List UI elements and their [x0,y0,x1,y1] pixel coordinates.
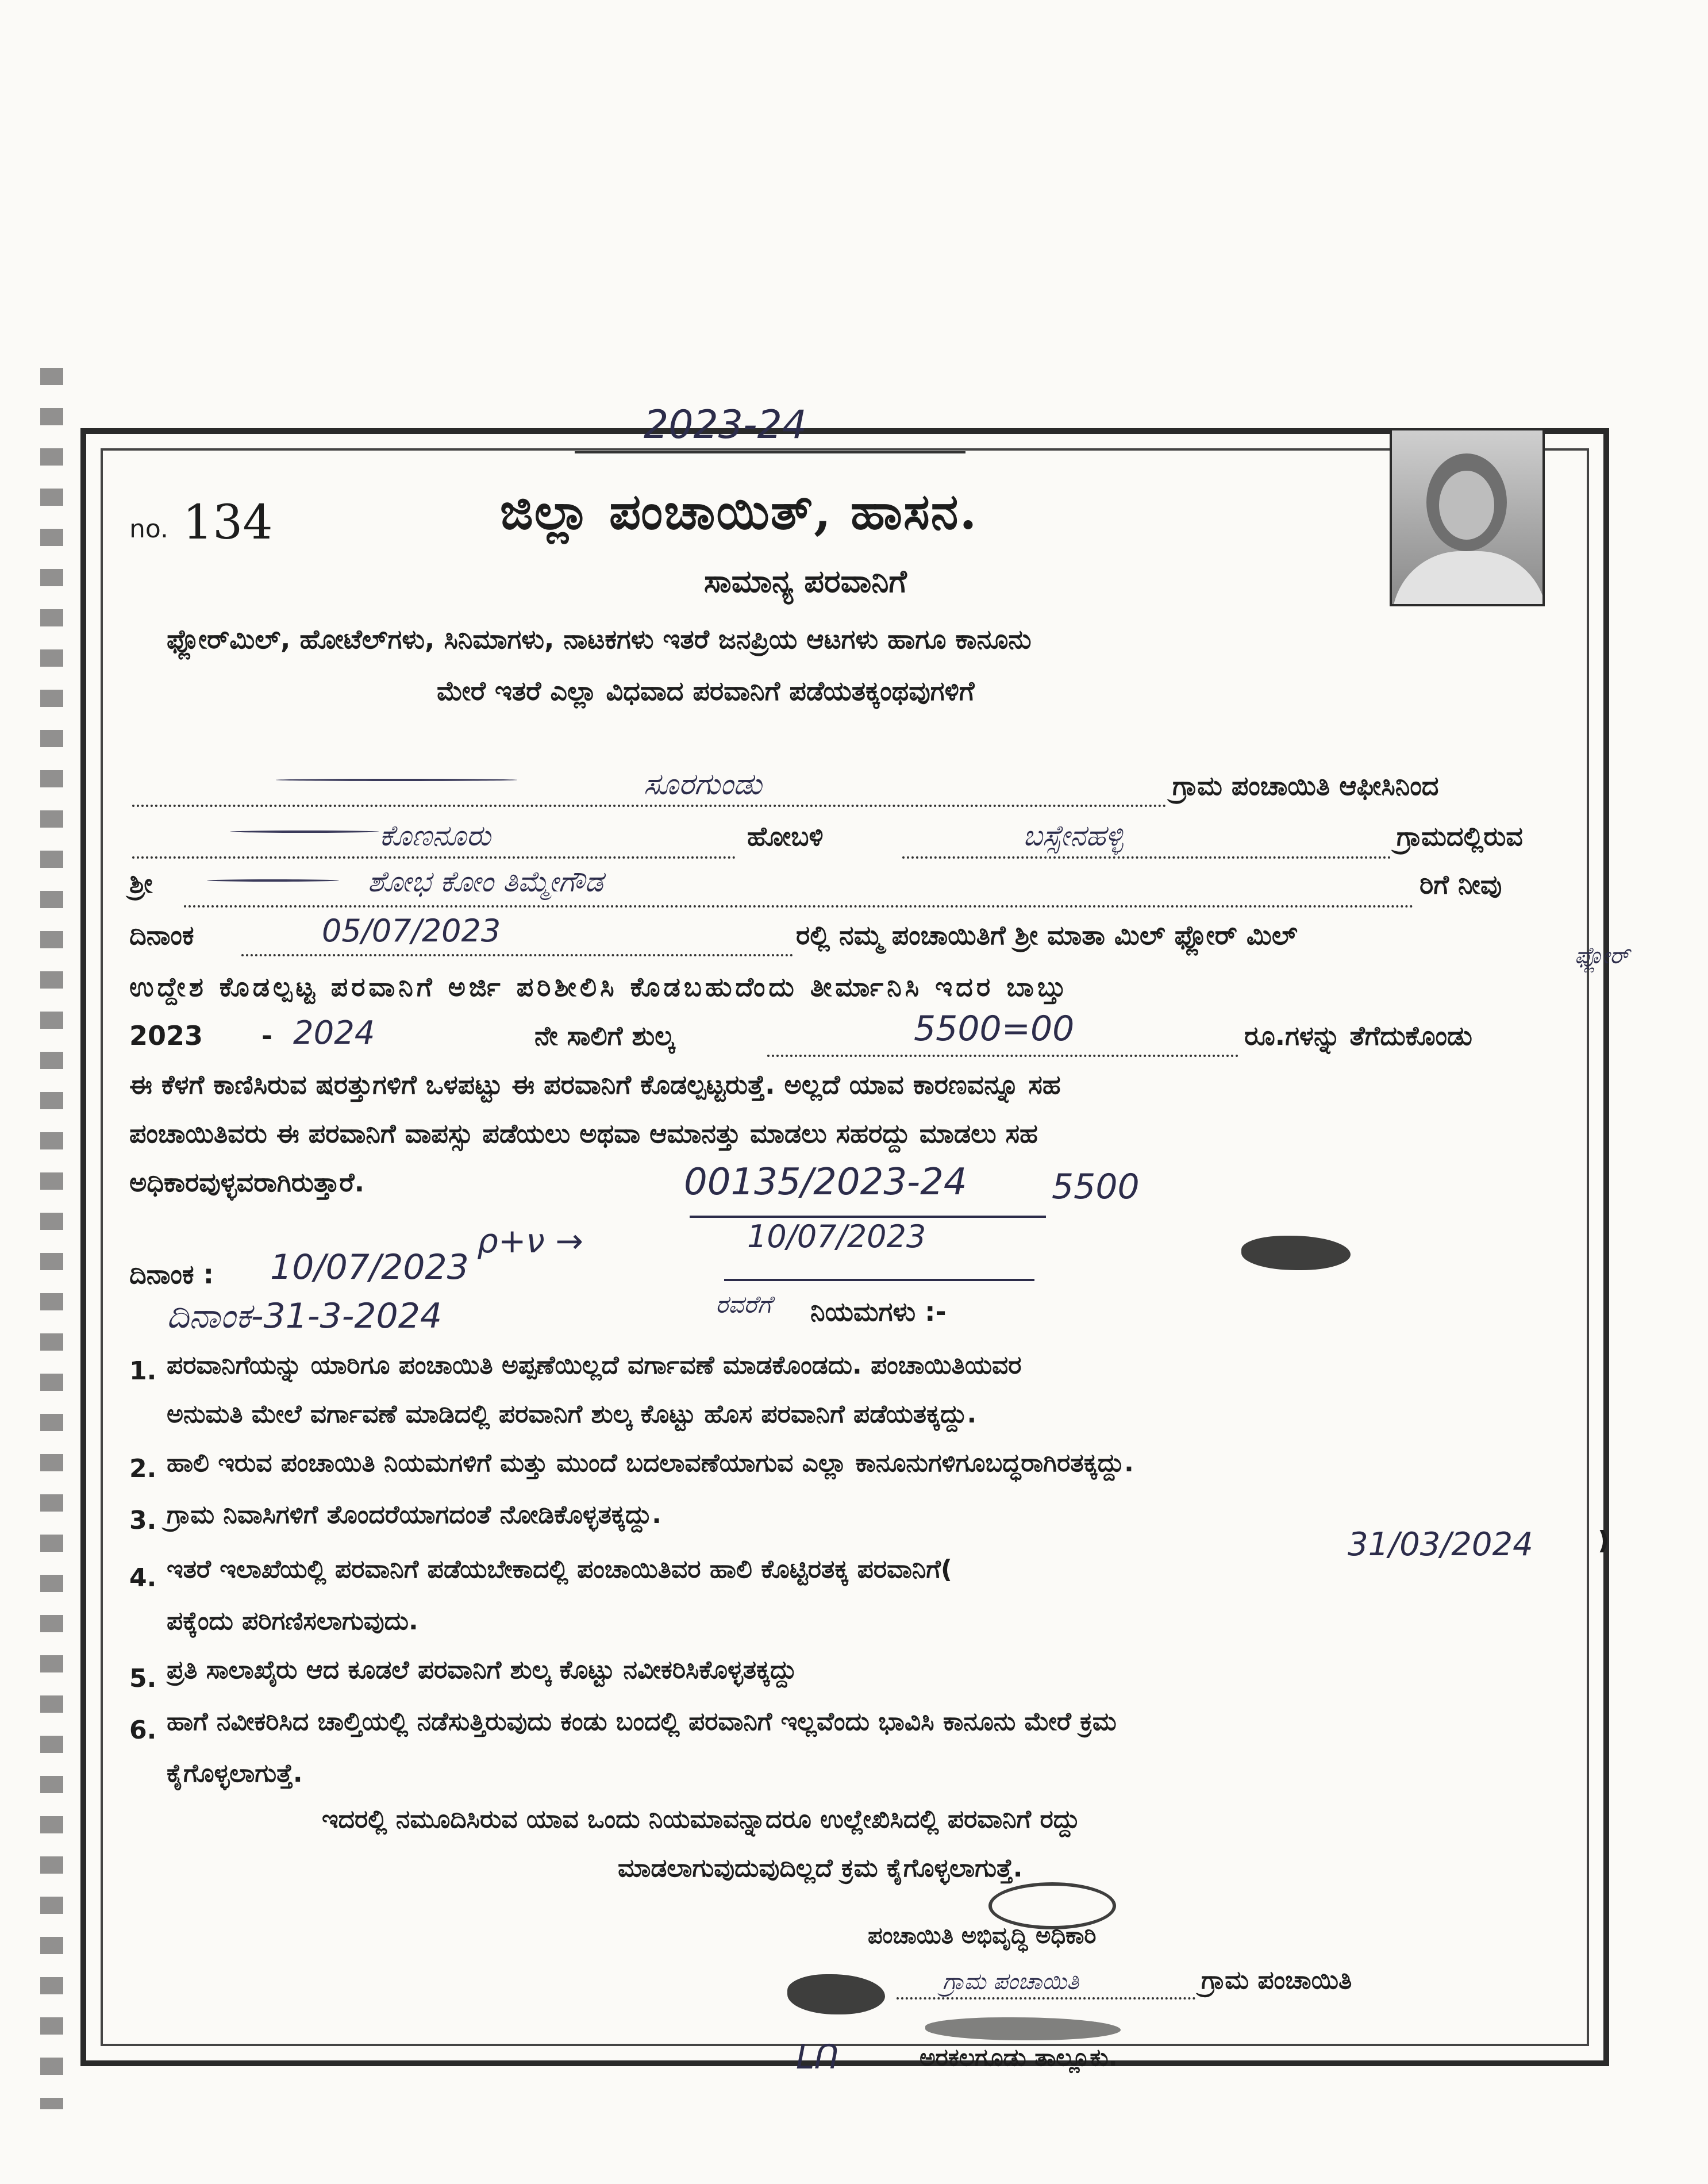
rule-3-number: 3. [129,1506,157,1535]
issue-date-label: ದಿನಾಂಕ : [129,1259,214,1290]
document-description-1: ಫ್ಲೋರ್‌ಮಿಲ್, ಹೋಟೆಲ್‌ಗಳು, ಸಿನಿಮಾಗಳು, ನಾಟಕಗಳು ಇತರೆ ಜನಪ್ರಿಯ ಆಟಗಳು ಹಾಗೂ ಕಾನೂನು [167,624,1032,655]
rule-4-text: ಇತರೆ ಇಲಾಖೆಯಲ್ಲಿ ಪರವಾನಿಗೆ ಪಡೆಯಬೇಕಾದಲ್ಲಿ ಪಂಚಾಯಿತಿವರ ಹಾಲಿ ಕೊಟ್ಟಿರತಕ್ಕ ಪರವಾನಿಗೆ( [167,1555,953,1584]
shri-label: ಶ್ರೀ [129,868,153,899]
rule-2-number: 2. [129,1454,157,1483]
rule-3-text: ಗ್ರಾಮ ನಿವಾಸಿಗಳಿಗೆ ತೊಂದರೆಯಾಗದಂತೆ ನೋಡಿಕೊಳ್ಳತಕ್ಕದ್ದು. [167,1500,662,1529]
year-note-underline [575,451,965,453]
rule-2-text: ಹಾಲಿ ಇರುವ ಪಂಚಾಯಿತಿ ನಿಯಮಗಳಿಗೆ ಮತ್ತು ಮುಂದೆ ಬದಲಾವಣೆಯಾಗುವ ಎಲ್ಲಾ ಕಾನೂನುಗಳಿಗೂಬದ್ಧರಾಗಿರತಕ್ಕದ್ದು. [167,1448,1134,1478]
rule-4-text-cont: ಪಕ್ಕೆಂದು ಪರಿಗಣಿಸಲಾಗುವುದು. [167,1606,418,1636]
panchayat-suffix: ಗ್ರಾಮ ಪಂಚಾಯಿತಿ ಆಫೀಸಿನಿಂದ [1172,770,1439,801]
document-title: ಜಿಲ್ಲಾ ಪಂಚಾಯಿತ್, ಹಾಸನ. [500,483,978,541]
receipt-number: 00135/2023-24 [684,1161,967,1203]
rule-1-text: ಪರವಾನಿಗೆಯನ್ನು ಯಾರಿಗೂ ಪಂಚಾಯಿತಿ ಅಪ್ಪಣೆಯಿಲ್ಲದೆ ವರ್ಗಾವಣೆ ಮಾಡಕೊಂಡದು. ಪಂಚಾಯಿತಿಯವರ [167,1351,1022,1380]
signature-gp-prefix: ಗ್ರಾಮ ಪಂಚಾಯಿತಿ [943,1968,1079,1995]
person-scribble [207,879,339,882]
panchayat-name: ಸೂರಗುಂಡು [644,767,762,802]
conditions-para-1: ಈ ಕೆಳಗೆ ಕಾಣಿಸಿರುವ ಷರತ್ತುಗಳಿಗೆ ಒಳಪಟ್ಟು ಈ ಪರವಾನಿಗೆ ಕೊಡಲ್ಪಟ್ಟರುತ್ತೆ. ಅಲ್ಲದೆ ಯಾವ ಕಾರಣವನ್ನೂ ಸಹ [129,1069,1061,1100]
receipt-date: 10/07/2023 [747,1218,926,1255]
hobli-scribble [230,830,379,833]
hobli-name: ಕೊಣನೂರು [379,819,491,852]
signature-designation: ಪಂಚಾಯಿತಿ ಅಭಿವೃದ್ಧಿ ಅಧಿಕಾರಿ [868,1922,1097,1949]
hobli-line [132,856,736,859]
receipt-divider [690,1216,1046,1218]
person-line [184,905,1414,908]
fee-suffix: ರೂ.ಗಳನ್ನು ತೆಗೆದುಕೊಂಡು [1244,1020,1472,1051]
rules-heading: ನಿಯಮಗಳು :- [810,1296,947,1327]
person-suffix: ರಿಗೆ ನೀವು [1420,869,1502,900]
form-number-label: no. [129,514,169,544]
rule-1-text-cont: ಅನುಮತಿ ಮೇಲೆ ವರ್ಗಾವಣೆ ಮಾಡಿದಲ್ಲಿ ಪರವಾನಿಗೆ ಶುಲ್ಕ ಕೊಟ್ಟು ಹೊಸ ಪರವಾನಿಗೆ ಪಡೆಯತಕ್ಕದ್ದು. [167,1399,977,1429]
valid-till-date: ದಿನಾಂಕ-31-3-2024 [167,1296,443,1336]
document-subtitle: ಸಾಮಾನ್ಯ ಪರವಾನಿಗೆ [704,563,907,599]
rule-5-number: 5. [129,1664,157,1693]
year-to: 2024 [293,1014,375,1052]
margin-note: ಫ್ಲೋರ್ [1575,943,1630,969]
panchayat-scribble [276,779,517,781]
application-date-line [241,954,793,956]
rule-6-number: 6. [129,1716,157,1745]
rule-1-number: 1. [129,1356,157,1386]
issue-date: 10/07/2023 [270,1247,469,1287]
rule-4-close: ) [1598,1526,1610,1555]
signature-gp-line [897,1997,1195,2000]
fee-line [767,1055,1238,1057]
application-suffix: ರಲ್ಲಿ ನಮ್ಮ ಪಂಚಾಯಿತಿಗೆ ಶ್ರೀ ಮಾತಾ ಮಿಲ್ ಫ್ಲೋರ್ ಮಿಲ್ [796,920,1298,951]
person-name: ಶೋಭ ಕೋಂ ತಿಮ್ಮೇಗೌಡ [368,865,603,898]
hobli-label: ಹೋಬಳಿ [747,821,824,852]
rule-5-text: ಪ್ರತಿ ಸಾಲಾಖೈರು ಆದ ಕೂಡಲೆ ಪರವಾನಿಗೆ ಶುಲ್ಕ ಕೊಟ್ಟು ನವೀಕರಿಸಿಕೊಳ್ಳತಕ್ಕದ್ದು [167,1655,797,1685]
rule-6-text-cont: ಕೈಗೊಳ್ಳಲಾಗುತ್ತೆ. [167,1759,303,1788]
applicant-photo [1390,428,1545,606]
year-note: 2023-24 [644,402,807,448]
stamp-smudge [925,2017,1121,2040]
year-from: 2023 [129,1020,203,1051]
application-date-label: ದಿನಾಂಕ [129,920,194,951]
rule-4-number: 4. [129,1563,157,1593]
issue-note: ρ+ν → [477,1221,583,1260]
valid-till-suffix: ರವರೆಗೆ [715,1290,772,1318]
signature-taluk: ಅರಕಲಗೂಡು ತಾಲ್ಲೂಕು. [920,2043,1118,2071]
year-dash: - [261,1020,273,1051]
binding-edge [40,368,63,2109]
conditions-para-3: ಅಧಿಕಾರವುಳ್ಳವರಾಗಿರುತ್ತಾರೆ. [129,1167,365,1198]
village-line [902,856,1391,859]
purpose-line: ಉದ್ದೇಶ ಕೊಡಲ್ಪಟ್ಟ ಪರವಾನಿಗೆ ಅರ್ಜಿ ಪರಿಶೀಲಿಸಿ ಕೊಡಬಹುದೆಂದು ತೀರ್ಮಾನಿಸಿ ಇದರ ಬಾಬ್ತು [129,971,1070,1002]
rules-heading-line [724,1279,1034,1281]
village-name: ಬಸ್ಸೇನಹಳ್ಳಿ [1023,819,1124,852]
year-suffix: ನೇ ಸಾಲಿಗೆ ಶುಲ್ಕ [534,1020,675,1051]
closing-line-1: ಇದರಲ್ಲಿ ನಮೂದಿಸಿರುವ ಯಾವ ಒಂದು ನಿಯಮಾವನ್ನಾದರೂ ಉಲ್ಲೇಖಿಸಿದಲ್ಲಿ ಪರವಾನಿಗೆ ರದ್ದು [322,1805,1080,1834]
fee-amount: 5500=00 [914,1009,1075,1049]
rule-4-date: 31/03/2024 [1348,1526,1533,1563]
form-number: 134 [183,495,273,550]
conditions-para-2: ಪಂಚಾಯಿತಿವರು ಈ ಪರವಾನಿಗೆ ವಾಪಸ್ಸು ಪಡೆಯಲು ಅಥವಾ ಆಮಾನತ್ತು ಮಾಡಲು ಸಹರದ್ದು ಮಾಡಲು ಸಹ [129,1118,1038,1149]
document-description-2: ಮೇರೆ ಇತರೆ ಎಲ್ಲಾ ವಿಧವಾದ ಪರವಾನಿಗೆ ಪಡೆಯತಕ್ಕಂಥವುಗಳಿಗೆ [437,675,975,706]
application-date: 05/07/2023 [322,913,501,949]
receipt-amount: 5500 [1052,1167,1140,1207]
initials-mark: ᒪᑎ [796,2037,839,2077]
panchayat-line [132,805,1167,807]
signature-gp-label: ಗ್ರಾಮ ಪಂಚಾಯಿತಿ [1201,1966,1352,1995]
closing-line-2: ಮಾಡಲಾಗುವುದುವುದಿಲ್ಲದೆ ಕ್ರಮ ಕೈಗೊಳ್ಳಲಾಗುತ್ತೆ. [618,1854,1023,1883]
village-suffix: ಗ್ರಾಮದಲ್ಲಿರುವ [1397,821,1523,852]
rule-6-text: ಹಾಗೆ ನವೀಕರಿಸಿದ ಚಾಲ್ತಿಯಲ್ಲಿ ನಡೆಸುತ್ತಿರುವುದು ಕಂಡು ಬಂದಲ್ಲಿ ಪರವಾನಿಗೆ ಇಲ್ಲವೆಂದು ಭಾವಿಸಿ ಕಾನೂನು ಮೇರೆ ಕ್ರಮ [167,1707,1117,1736]
